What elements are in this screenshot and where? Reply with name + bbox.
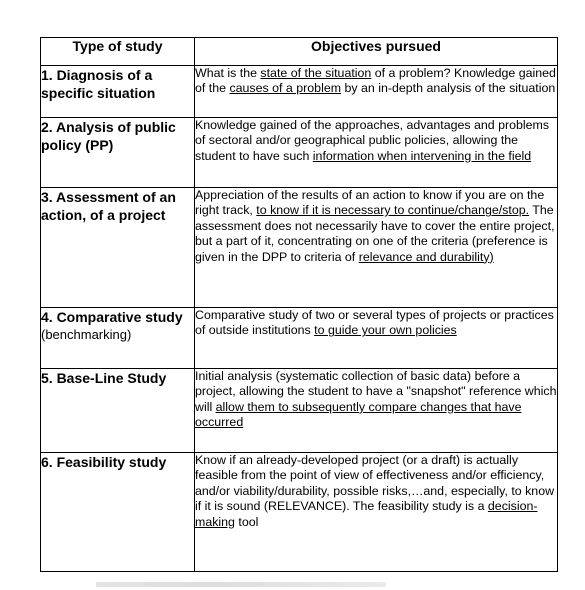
faint-footer-text-line <box>96 582 386 587</box>
study-type-sublabel: (benchmarking) <box>41 327 132 342</box>
study-type-cell <box>41 118 195 188</box>
objective-text: The assessment does not necessarily have to cover the entire project, but a part of it, concentrating on one of the criteria (preference is given in the DPP to criteria of <box>195 203 555 264</box>
table-row <box>41 66 558 118</box>
study-type-label: 1. Diagnosis of a specific situation <box>41 67 156 101</box>
study-type-label: 3. Assessment of an action, of a project <box>41 189 176 223</box>
study-type-cell <box>41 188 195 308</box>
objective-cell <box>195 188 558 308</box>
objective-cell <box>195 308 558 369</box>
table-row <box>41 118 558 188</box>
objective-cell <box>195 369 558 453</box>
study-type-cell <box>41 369 195 453</box>
objective-text: What is the <box>195 66 261 80</box>
table-row <box>41 453 558 572</box>
objective-text: Knowledge gained of the approaches, advantages and problems of sectoral and/or geographical public policies, allowing the student to have such <box>195 118 550 163</box>
objective-text: tool <box>234 514 259 529</box>
objective-text: Comparative study of two or several types of projects or practices of outside institutions <box>195 308 554 338</box>
objective-emphasis-text: decision-making <box>195 499 538 529</box>
study-type-label: 5. Base-Line Study <box>41 370 167 386</box>
objective-text: of a problem? Knowledge gained of the <box>195 66 556 96</box>
objective-emphasis-text: relevance and durability) <box>358 249 494 264</box>
objective-cell <box>195 453 558 572</box>
header-type-of-study: Type of study <box>41 38 195 66</box>
objective-emphasis-text: to guide your own policies <box>314 323 457 338</box>
table-header-row <box>41 38 558 66</box>
study-types-table <box>40 37 558 572</box>
header-objectives-pursued: Objectives pursued <box>195 38 558 66</box>
objective-emphasis-text: information when intervening in the field <box>312 148 532 163</box>
objective-emphasis-text: to know if it is necessary to continue/change/stop. <box>256 203 530 218</box>
study-type-label: 2. Analysis of public policy (PP) <box>41 119 176 153</box>
study-type-label: 6. Feasibility study <box>41 454 167 470</box>
objective-text: Appreciation of the results of an action to know if you are on the right track, <box>195 188 545 218</box>
objective-text: Initial analysis (systematic collection of basic data) before a project, allowing the student to have a "snapshot" reference which will <box>195 369 557 414</box>
table-row <box>41 369 558 453</box>
study-type-cell <box>41 453 195 572</box>
study-type-cell <box>41 66 195 118</box>
objective-text: by an in-depth analysis of the situation <box>341 81 556 96</box>
table-row <box>41 188 558 308</box>
objective-emphasis-text: allow them to subsequently compare changes that have occurred <box>195 399 522 430</box>
objective-text: Know if an already-developed project (or a draft) is actually feasible from the point of view of effectiveness and/or efficiency, and/or viability/durability, possible risks,…and, especially, to know if it is sound (RELEVANCE). The feasibility study is a <box>195 453 555 514</box>
table-row <box>41 308 558 369</box>
objective-cell <box>195 118 558 188</box>
study-type-cell <box>41 308 195 369</box>
objective-emphasis-text: causes of a problem <box>229 81 342 96</box>
study-type-label: 4. Comparative study <box>41 309 183 325</box>
objective-cell <box>195 66 558 118</box>
objective-emphasis-text: state of the situation <box>260 66 372 80</box>
